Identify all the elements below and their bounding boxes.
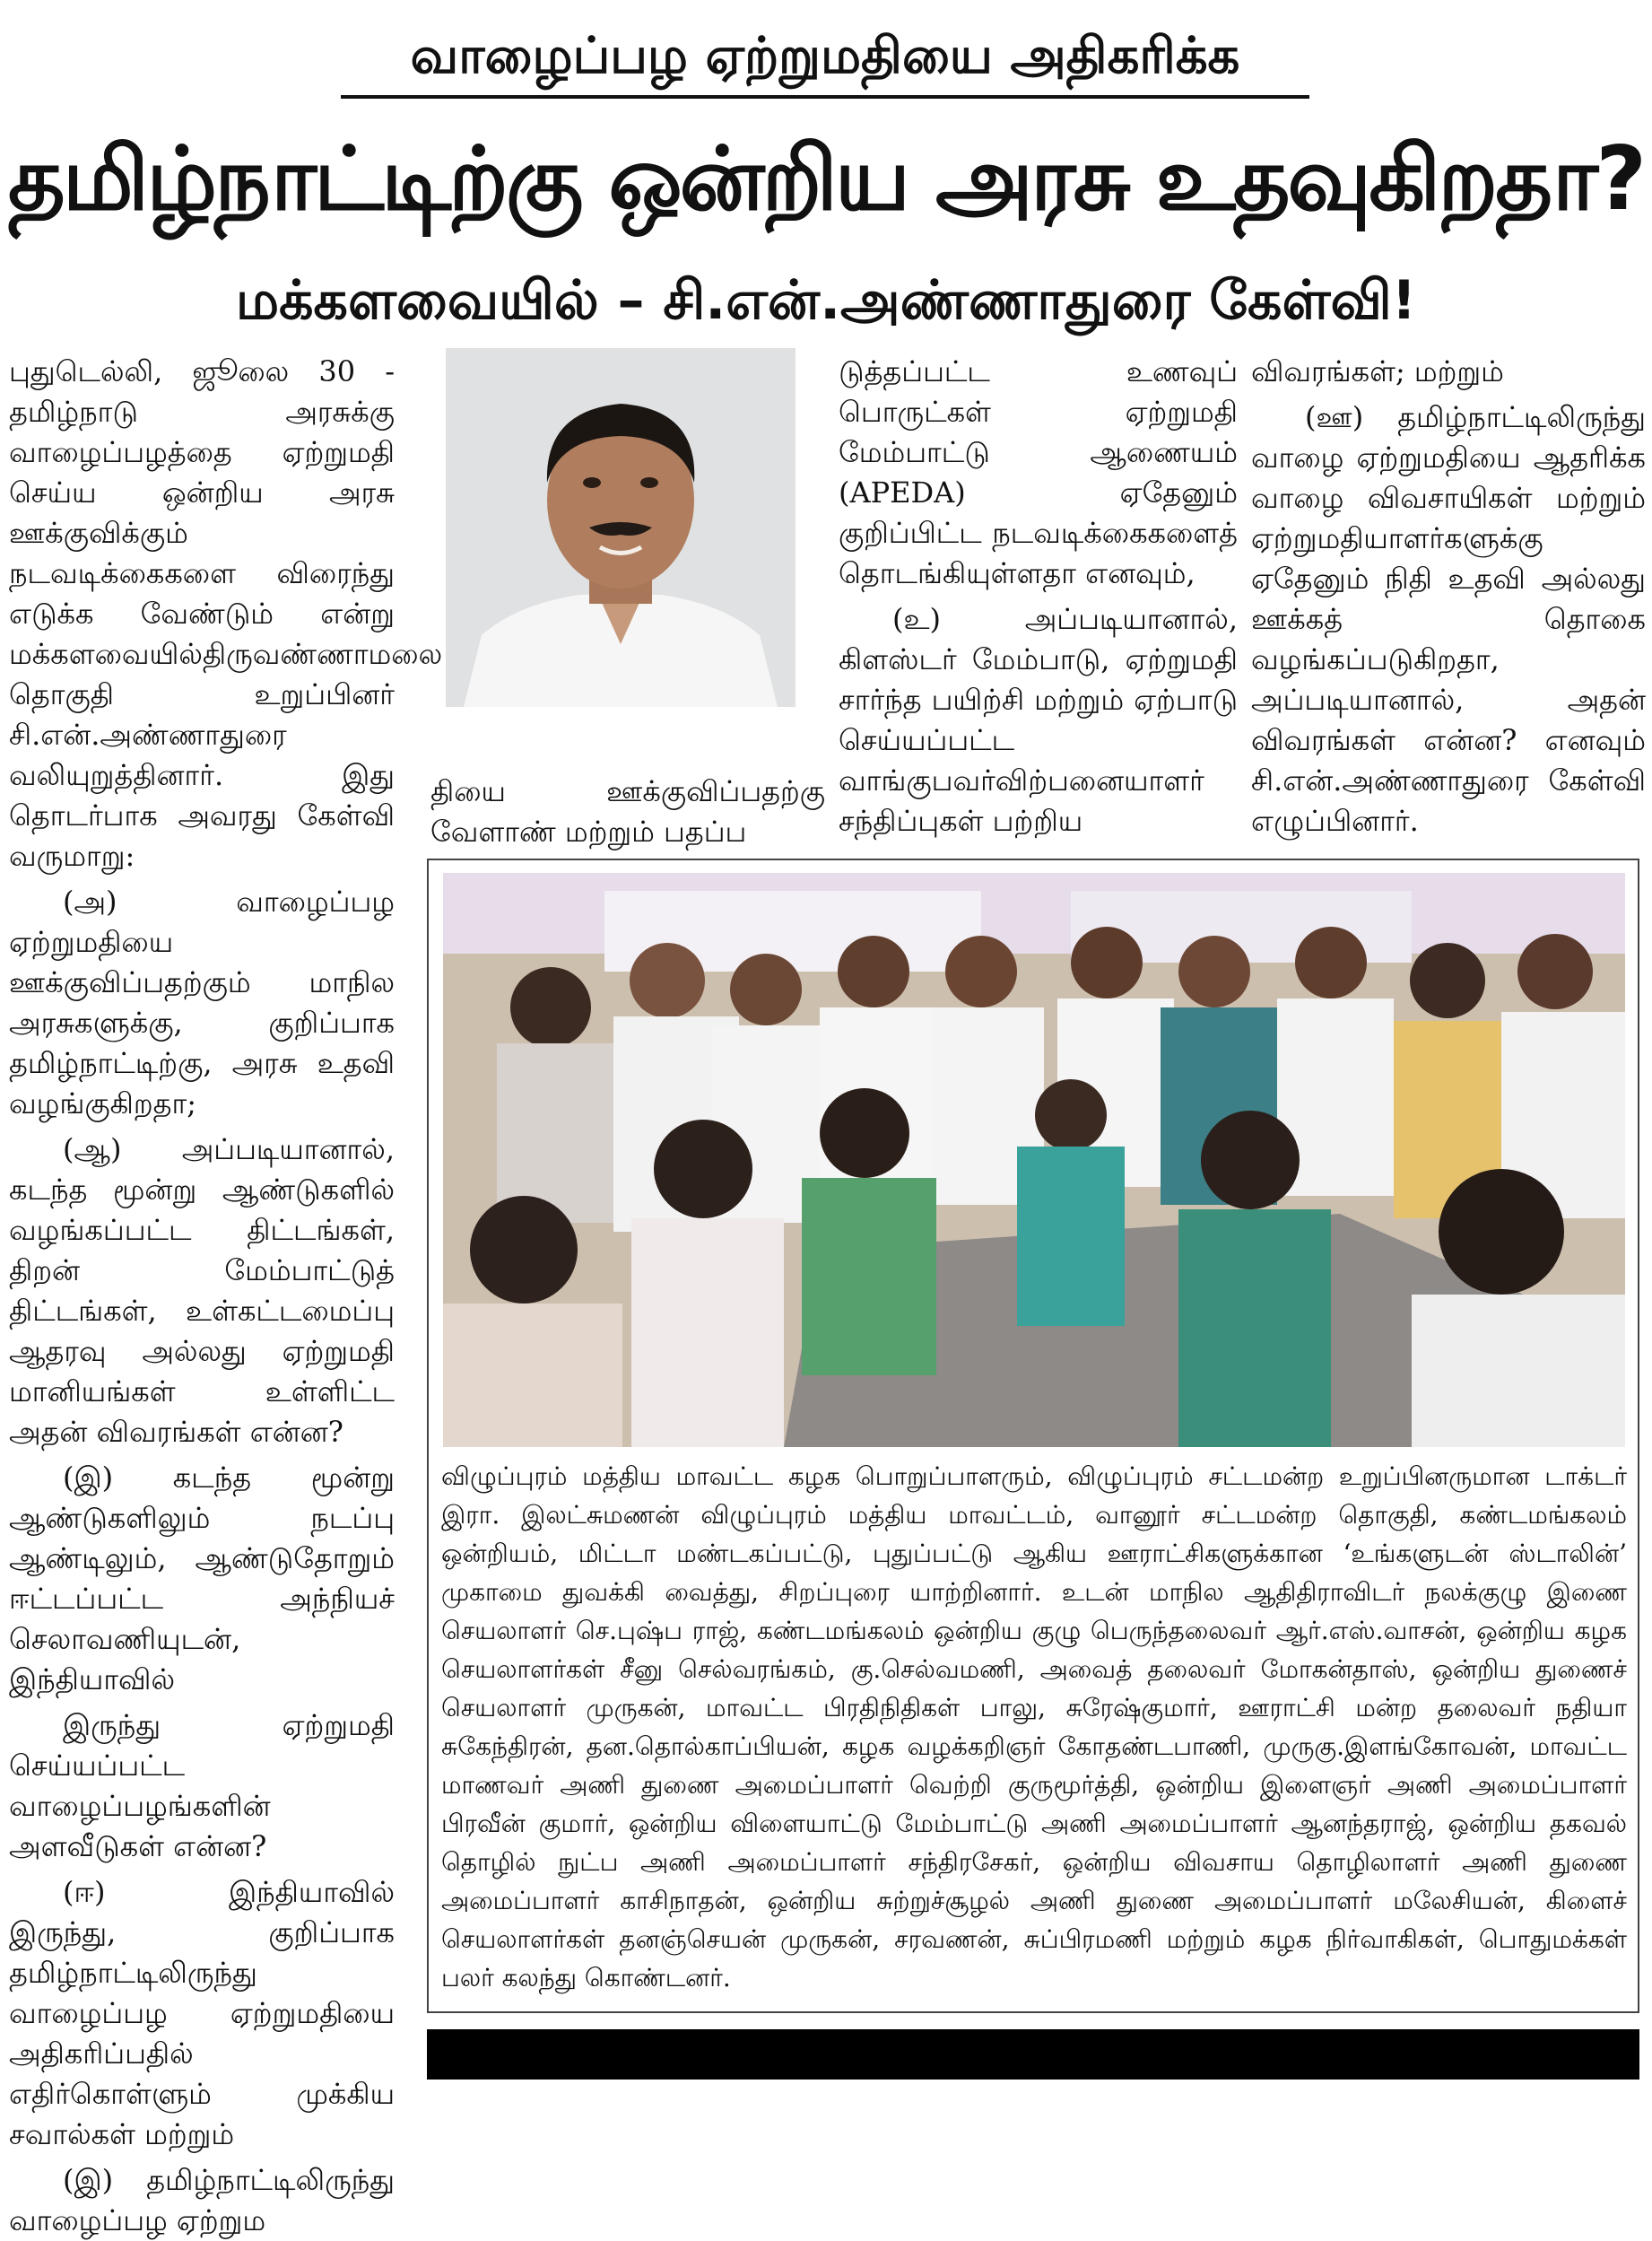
question-i: (இ) கடந்த மூன்று ஆண்டுகளிலும் நடப்பு ஆண்டிலும், ஆண்டுதோறும் ஈட்டப்பட்ட அந்நியச் செலாவணியுடன், இந்தியாவில்: [9, 1461, 395, 1696]
bottom-black-bar: [427, 2029, 1639, 2080]
question-continued: (இ) தமிழ்நாட்டிலிருந்து வாழைப்பழ ஏற்றும: [9, 2163, 395, 2237]
dateline-paragraph: புதுடெல்லி, ஜூலை 30 - தமிழ்நாடு அரசுக்கு வாழைப்பழத்தை ஏற்றுமதி செய்ய ஒன்றிய அரசு ஊக்குவிக்கும் நடவடிக்கைகளை விரைந்து எடுக்க வேண்டும் என்று மக்களவையில்திருவண்ணாமலை தொகுதி உறுப்பினர் சி.என்.அண்ணாதுரை வலியுறுத்தினார். இது தொடர்பாக அவரது கேள்வி வருமாறு:: [9, 354, 443, 873]
article-column-1: [9, 352, 443, 2237]
question-aa: (ஆ) அப்படியானால், கடந்த மூன்று ஆண்டுகளில் வழங்கப்பட்ட திட்டங்கள், திறன் மேம்பாட்டுத் திட்டங்கள், உள்கட்டமைப்பு ஆதரவு அல்லது ஏற்றுமதி மானியங்கள் உள்ளிட்ட அதன் விவரங்கள் என்ன?: [9, 1132, 395, 1449]
main-headline: தமிழ்நாட்டிற்கு ஒன்றிய அரசு உதவுகிறதா?: [7, 128, 1645, 231]
group-photo-image: [443, 873, 1625, 1447]
article-paragraph: விவரங்கள்; மற்றும்: [1251, 354, 1504, 388]
question-ii: (ஈ) இந்தியாவில் இருந்து, குறிப்பாக தமிழ்நாட்டிலிருந்து வாழைப்பழ ஏற்றுமதியை அதிகரிப்பதில் எதிர்கொள்ளும் முக்கிய சவால்கள் மற்றும்: [9, 1875, 395, 2151]
article-paragraph: இருந்து ஏற்றுமதி செய்யப்பட்ட வாழைப்பழங்களின் அளவீடுகள் என்ன?: [9, 1708, 395, 1863]
group-photo: [443, 873, 1625, 1447]
article-column-3: [839, 352, 1238, 836]
question-u: (உ) அப்படியானால், கிளஸ்டர் மேம்பாடு, ஏற்றுமதி சார்ந்த பயிற்சி மற்றும் ஏற்பாடு செய்யப்பட்ட வாங்குபவர்விற்பனையாளர் சந்திப்புகள் பற்றிய: [839, 602, 1238, 838]
article-column-4: [1251, 352, 1646, 836]
article-paragraph: தியை ஊக்குவிப்பதற்கு வேளாண் மற்றும் பதப்ப: [430, 774, 825, 849]
subheadline: மக்களவையில் – சி.என்.அண்ணாதுரை கேள்வி!: [235, 269, 1417, 332]
event-photo-box: [427, 859, 1639, 2013]
question-a: (அ) வாழைப்பழ ஏற்றுமதியை ஊக்குவிப்பதற்கும் மாநில அரசுகளுக்கு, குறிப்பாக தமிழ்நாட்டிற்கு, அரசு உதவி வழங்குகிறதா;: [9, 885, 395, 1120]
article-column-2: [430, 772, 825, 861]
article-paragraph: டுத்தப்பட்ட உணவுப் பொருட்கள் ஏற்றுமதி மேம்பாட்டு ஆணையம் (APEDA) ஏதேனும் குறிப்பிட்ட நடவடிக்கைகளைத் தொடங்கியுள்ளதா எனவும்,: [839, 354, 1238, 590]
kicker-headline: வாழைப்பழ ஏற்றுமதியை அதிகரிக்க: [341, 18, 1309, 99]
portrait-image: [446, 348, 796, 707]
portrait-photo: [446, 348, 796, 707]
photo-caption: விழுப்புரம் மத்திய மாவட்ட கழக பொறுப்பாளரும், விழுப்புரம் சட்டமன்ற உறுப்பினருமான டாக்டர் இரா. இலட்சுமணன் விழுப்புரம் மத்திய மாவட்டம், வானூர் சட்டமன்ற தொகுதி, கண்டமங்கலம் ஒன்றியம், மிட்டா மண்டகப்பட்டு, புதுப்பட்டு ஆகிய ஊராட்சிகளுக்கான ‘உங்களுடன் ஸ்டாலின்’ முகாமை துவக்கி வைத்து, சிறப்புரை யாற்றினார். உடன் மாநில ஆதிதிராவிடர் நலக்குழு இணை செயலாளர் செ.புஷ்ப ராஜ், கண்டமங்கலம் ஒன்றிய குழு பெருந்தலைவர் ஆர்.எஸ்.வாசன், ஒன்றிய கழக செயலாளர்கள் சீனு செல்வரங்கம், கு.செல்வமணி, அவைத் தலைவர் மோகன்தாஸ், ஒன்றிய துணைச் செயலாளர் முருகன், மாவட்ட பிரதிநிதிகள் பாலு, சுரேஷ்குமார், ஊராட்சி மன்ற தலைவர் நதியா சுகேந்திரன், தன.தொல்காப்பியன், கழக வழக்கறிஞர் கோதண்டபாணி, முருகு.இளங்கோவன், மாவட்ட மாணவர் அணி துணை அமைப்பாளர் வெற்றி குருமூர்த்தி, ஒன்றிய இளைஞர் அணி அமைப்பாளர் பிரவீன் குமார், ஒன்றிய விளையாட்டு மேம்பாட்டு அணி அமைப்பாளர் ஆனந்தராஜ், ஒன்றிய தகவல் தொழில் நுட்ப அணி அமைப்பாளர் சந்திரசேகர், ஒன்றிய விவசாய தொழிலாளர் அணி துணை அமைப்பாளர் காசிநாதன், ஒன்றிய சுற்றுச்சூழல் அணி துணை அமைப்பாளர் மலேசியன், கிளைச் செயலாளர்கள் தனஞ்செயன் முருகன், சரவணன், சுப்பிரமணி மற்றும் கழக நிர்வாகிகள், பொதுமக்கள் பலர் கலந்து கொண்டனர்.: [441, 1461, 1627, 1992]
question-uu: (ஊ) தமிழ்நாட்டிலிருந்து வாழை ஏற்றுமதியை ஆதரிக்க வாழை விவசாயிகள் மற்றும் ஏற்றுமதியாளர்களுக்கு ஏதேனும் நிதி உதவி அல்லது ஊக்கத் தொகை வழங்கப்படுகிறதா, அப்படியானால், அதன் விவரங்கள் என்ன? எனவும் சி.என்.அண்ணாதுரை கேள்வி எழுப்பினார்.: [1251, 400, 1646, 838]
